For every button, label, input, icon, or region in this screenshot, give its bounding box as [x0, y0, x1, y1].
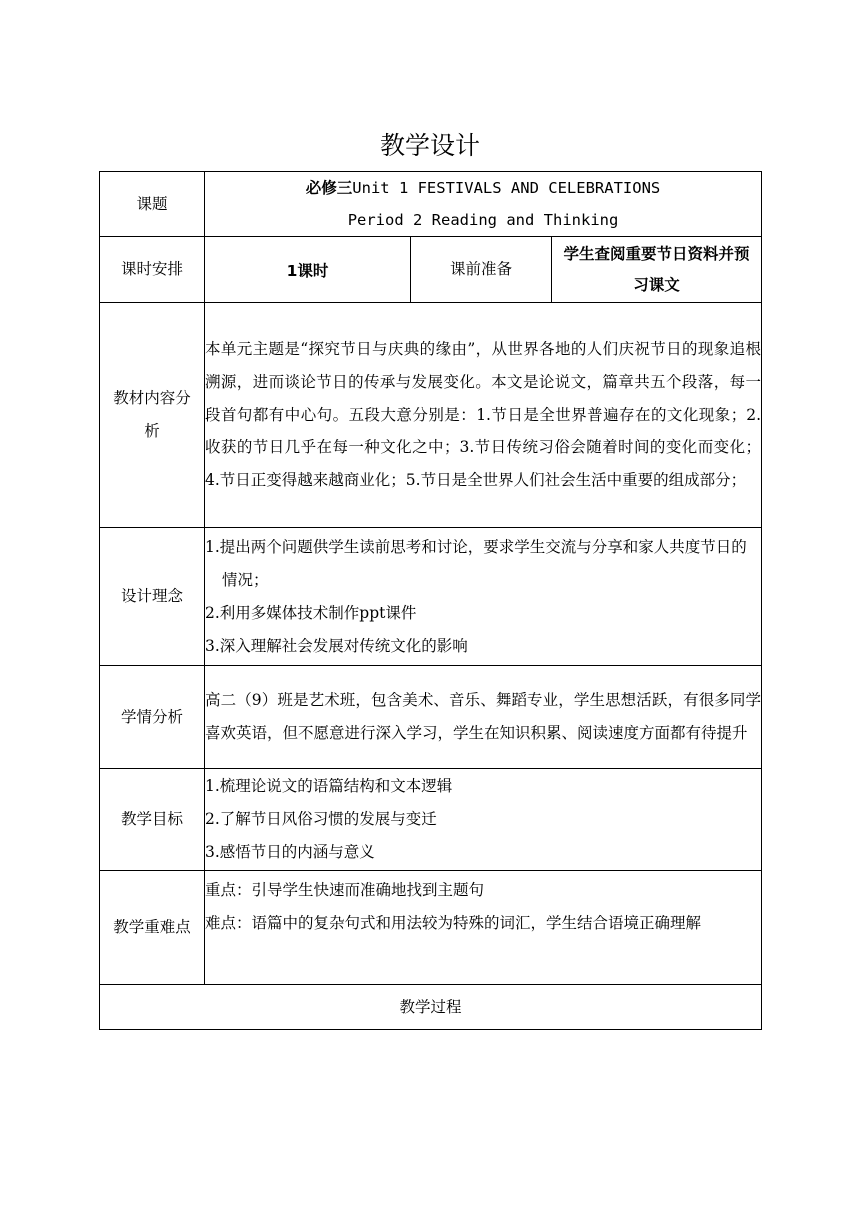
topic-label: 课题: [100, 172, 205, 237]
student-analysis-text: 高二（9）班是艺术班，包含美术、音乐、舞蹈专业，学生思想活跃，有很多同学喜欢英语，但不愿意进行深入学习，学生在知识积累、阅读速度方面都有待提升: [205, 666, 762, 769]
objective-item: 2.了解节日风俗习惯的发展与变迁: [205, 810, 437, 828]
prep-label: 课前准备: [411, 237, 552, 303]
row-design-concept: [100, 528, 762, 666]
schedule-label: 课时安排: [100, 237, 205, 303]
design-concept-item: 1.提出两个问题供学生读前思考和讨论，要求学生交流与分享和家人共度节日的情况；: [205, 537, 747, 589]
row-key-points: [100, 871, 762, 985]
topic-line-2: Period 2 Reading and Thinking: [347, 211, 619, 229]
objectives-label: 教学目标: [100, 769, 205, 871]
content-analysis-text: 本单元主题是“探究节日与庆典的缘由”，从世界各地的人们庆祝节日的现象追根溯源，进而谈论节日的传承与发展变化。本文是论说文，篇章共五个段落，每一段首句都有中心句。五段大意分别是：1.节日是全世界普遍存在的文化现象；2.收获的节日几乎在每一种文化之中；3.节日传统习俗会随着时间的变化而变化；4.节日正变得越来越商业化；5.节日是全世界人们社会生活中重要的组成部分；: [205, 303, 762, 528]
objective-item: 1.梳理论说文的语篇结构和文本逻辑: [205, 777, 453, 795]
row-objectives: [100, 769, 762, 871]
topic-value: [205, 172, 762, 237]
key-point: 重点：引导学生快速而准确地找到主题句: [205, 881, 485, 899]
schedule-value: 1课时: [205, 237, 411, 303]
row-content-analysis: [100, 303, 762, 528]
design-concept-item: 3.深入理解社会发展对传统文化的影响: [205, 636, 468, 655]
row-process: [100, 985, 762, 1030]
lesson-design-table: [99, 171, 762, 1030]
process-title: 教学过程: [100, 985, 762, 1030]
key-points-text: [205, 871, 762, 985]
key-points-label: 教学重难点: [100, 871, 205, 985]
topic-module: 必修三: [305, 179, 353, 197]
objectives-list: [205, 769, 762, 871]
document-title: 教学设计: [379, 131, 480, 160]
student-analysis-label: 学情分析: [100, 666, 205, 769]
design-concept-list: [205, 528, 762, 666]
topic-unit: Unit 1 FESTIVALS AND CELEBRATIONS: [352, 179, 661, 197]
topic-line-1: [205, 172, 761, 204]
difficult-point: 难点：语篇中的复杂句式和用法较为特殊的词汇，学生结合语境正确理解: [205, 914, 702, 932]
design-concept-item: 2.利用多媒体技术制作ppt课件: [205, 603, 417, 622]
row-topic: [100, 172, 762, 237]
row-student-analysis: [100, 666, 762, 769]
design-concept-label: 设计理念: [100, 528, 205, 666]
objective-item: 3.感悟节日的内涵与意义: [205, 843, 375, 861]
prep-value: 学生查阅重要节日资料并预习课文: [552, 237, 762, 303]
row-schedule: [100, 237, 762, 303]
content-analysis-label: 教材内容分析: [100, 303, 205, 528]
